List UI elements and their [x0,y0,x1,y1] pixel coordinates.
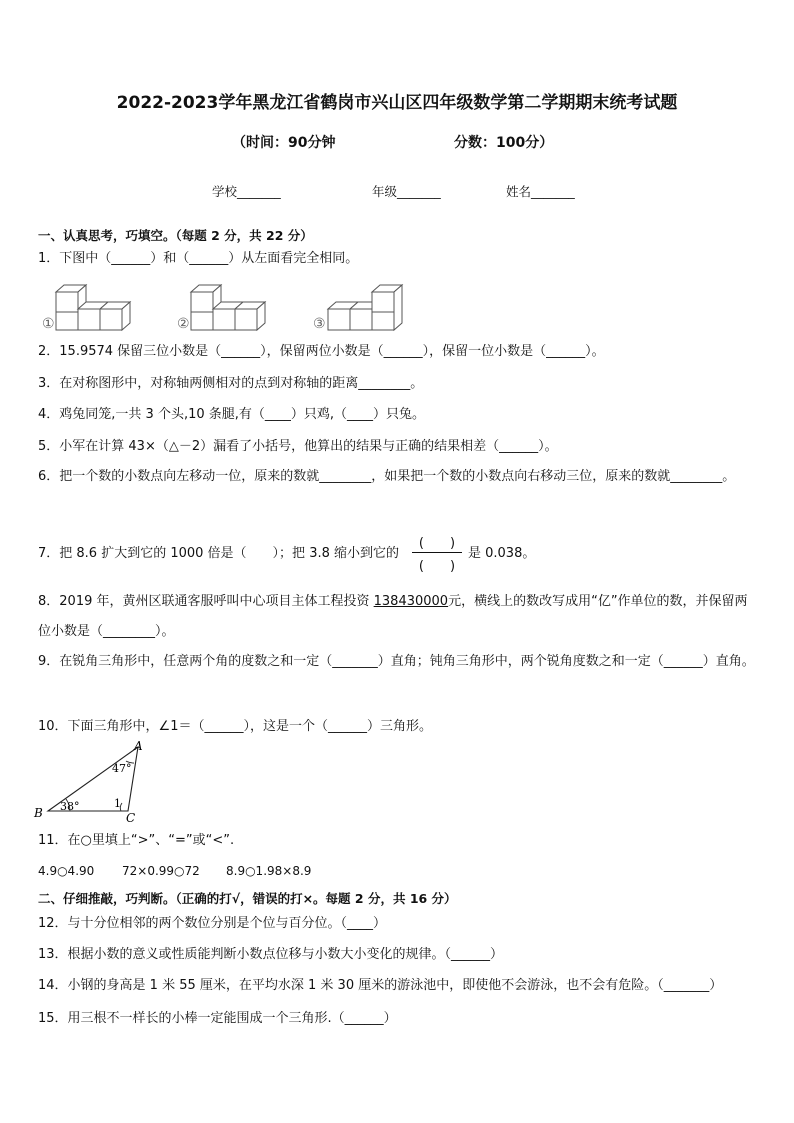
cube-figures [38,276,418,332]
question-9: 9．在锐角三角形中，任意两个角的度数之和一定（_______）直角；钝角三角形中，两个锐角度数之和一定（______）直角。 [38,654,755,669]
angle-a-label: 47° [112,762,132,775]
vertex-a-label: A [134,739,143,753]
triangle-figure [30,738,150,824]
question-8 [38,587,760,647]
question-8-underlined-number: 138430000 [373,594,449,609]
question-7-part-a: 7．把 8.6 扩大到它的 1000 倍是（ ）；把 3.8 缩小到它的 [38,546,399,561]
question-8-text-b: 元，横线上的数改写成用“亿”作单位的数，并保留两位小数是（________）。 [38,594,748,639]
question-5: 5．小军在计算 43×（△－2）漏看了小括号，他算出的结果与正确的结果相差（______）。 [38,439,558,454]
question-4: 4．鸡兔同笼,一共 3 个头,10 条腿,有（____）只鸡,（____）只兔。 [38,407,426,422]
figure-label-2: ② [177,316,190,332]
page-title: 2022-2023学年黑龙江省鹤岗市兴山区四年级数学第二学期期末统考试题 [116,93,678,113]
question-2: 2．15.9574 保留三位小数是（______），保留两位小数是（______），保留一位小数是（______）。 [38,344,605,359]
question-8-text-a: 8．2019 年，黄州区联通客服呼叫中心项目主体工程投资 [38,594,374,609]
cube-figure-1 [56,285,130,330]
question-7-part-b: 是 0.038。 [468,546,536,561]
angle-b-label: 38° [60,800,80,813]
vertex-b-label: B [34,806,43,820]
question-6: 6．把一个数的小数点向左移动一位，原来的数就________，如果把一个数的小数点向右移动三位，原来的数就________。 [38,469,736,484]
question-12: 12．与十分位相邻的两个数位分别是个位与百分位。（____） [38,916,387,931]
question-11: 11．在○里填上“>”、“=”或“<”. [38,833,235,848]
question-10: 10．下面三角形中，∠1＝（______），这是一个（______）三角形。 [38,719,432,734]
question-15: 15．用三根不一样长的小棒一定能围成一个三角形.（______） [38,1011,397,1026]
compare-item-1: 4.9○4.90 [38,864,95,878]
question-13: 13．根据小数的意义或性质能判断小数点位移与小数大小变化的规律。（______） [38,947,504,962]
section-1-heading: 一、认真思考，巧填空。（每题 2 分，共 22 分） [38,228,313,243]
question-3: 3．在对称图形中，对称轴两侧相对的点到对称轴的距离________。 [38,376,424,391]
section-2-heading: 二、仔细推敲，巧判断。（正确的打√，错误的打×。每题 2 分，共 16 分） [38,891,457,906]
exam-score: 分数：100分） [454,135,554,151]
figure-label-3: ③ [313,316,326,332]
school-field: 学校_______ [212,184,281,199]
cube-figure-3 [328,285,402,330]
fraction-denominator: ( ) [418,559,456,574]
exam-time: （时间：90分钟 [232,135,336,151]
compare-item-3: 8.9○1.98×8.9 [226,864,312,878]
fraction-numerator: ( ) [418,536,456,551]
figure-label-1: ① [42,316,55,332]
angle-1-label: 1 [114,797,121,810]
question-14: 14．小钢的身高是 1 米 55 厘米，在平均水深 1 米 30 厘米的游泳池中，即使他不会游泳，也不会有危险。（_______） [38,978,723,993]
fraction-bar [412,552,462,553]
cube-figure-2 [191,285,265,330]
question-1: 1．下图中（______）和（______）从左面看完全相同。 [38,251,359,266]
compare-item-2: 72×0.99○72 [122,864,200,878]
vertex-c-label: C [126,811,136,824]
grade-field: 年级_______ [372,184,441,199]
name-field: 姓名_______ [506,184,575,199]
